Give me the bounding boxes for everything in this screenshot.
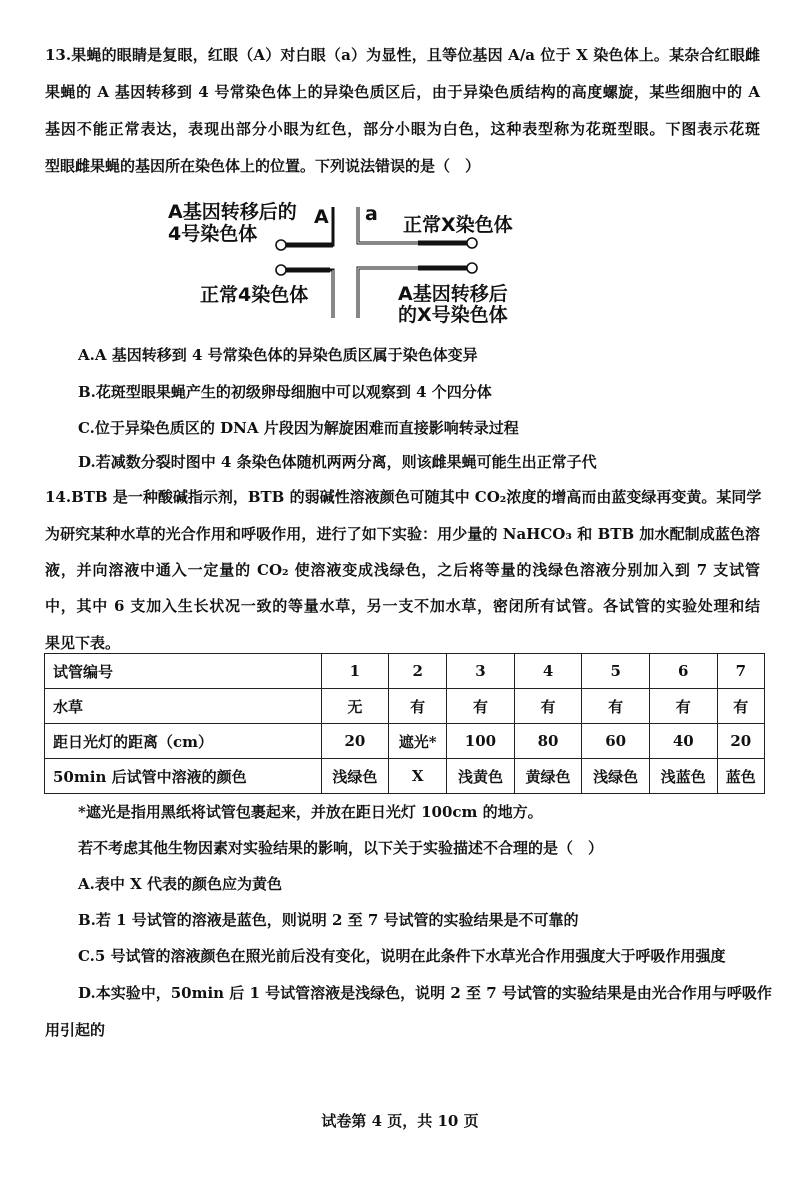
- table-cell: 20: [321, 724, 389, 759]
- table-cell: 4: [514, 654, 582, 689]
- q14-line: 果见下表。: [45, 634, 121, 652]
- table-cell: 浅黄色: [447, 759, 515, 794]
- q14-line: 14.BTB 是一种酸碱指示剂，BTB 的弱碱性溶液颜色可随其中 CO₂浓度的增高而由蓝变绿再变黄。某同学: [45, 488, 762, 506]
- q13-option-c: C.位于异染色质区的 DNA 片段因为解旋困难而直接影响转录过程: [78, 419, 519, 437]
- chromosome-diagram: [150, 190, 550, 340]
- table-cell: 3: [447, 654, 515, 689]
- row-header: 距日光灯的距离（cm）: [45, 724, 322, 759]
- label-normal-4: 正常4染色体: [200, 284, 309, 306]
- table-row: [45, 689, 765, 724]
- q13-line: 型眼雌果蝇的基因所在染色体上的位置。下列说法错误的是（ ）: [45, 157, 481, 175]
- table-footnote: *遮光是指用黑纸将试管包裹起来，并放在距日光灯 100cm 的地方。: [78, 803, 543, 821]
- table-cell: 1: [321, 654, 389, 689]
- q14-option-d: D.本实验中，50min 后 1 号试管溶液是浅绿色，说明 2 至 7 号试管的实验结果是由光合作用与呼吸作: [78, 984, 772, 1002]
- table-cell: 20: [717, 724, 764, 759]
- centromere: [467, 263, 477, 273]
- row-header: 水草: [45, 689, 322, 724]
- table-cell: 2: [389, 654, 447, 689]
- table-row: [45, 759, 765, 794]
- q14-option-a: A.表中 X 代表的颜色应为黄色: [78, 875, 282, 893]
- table-cell: 有: [582, 689, 650, 724]
- table-cell: 蓝色: [717, 759, 764, 794]
- q14-line: 中，其中 6 支加入生长状况一致的等量水草，另一支不加水草，密闭所有试管。各试管的实验处理和结: [45, 597, 760, 615]
- q14-line: 液，并向溶液中通入一定量的 CO₂ 使溶液变成浅绿色，之后将等量的浅绿色溶液分别加入到 7 支试管: [45, 561, 760, 579]
- q14-stem: 若不考虑其他生物因素对实验结果的影响，以下关于实验描述不合理的是（ ）: [78, 839, 604, 857]
- table-cell: 无: [321, 689, 389, 724]
- table-cell: 有: [389, 689, 447, 724]
- q13-line: 13.果蝇的眼睛是复眼，红眼（A）对白眼（a）为显性，且等位基因 A/a 位于 X 染色体上。某杂合红眼雌: [45, 46, 760, 64]
- gene-label-A: A: [314, 206, 329, 228]
- table-cell: 浅绿色: [582, 759, 650, 794]
- q13-option-a: A.A 基因转移到 4 号常染色体的异染色质区属于染色体变异: [78, 346, 478, 364]
- table-cell: 黄绿色: [514, 759, 582, 794]
- row-header: 50min 后试管中溶液的颜色: [45, 759, 322, 794]
- table-cell: 40: [649, 724, 717, 759]
- q13-option-d: D.若减数分裂时图中 4 条染色体随机两两分离，则该雌果蝇可能生出正常子代: [78, 453, 597, 471]
- label-normal-x: 正常X染色体: [403, 214, 513, 236]
- q14-option-c: C.5 号试管的溶液颜色在照光前后没有变化，说明在此条件下水草光合作用强度大于呼吸作用强度: [78, 947, 726, 965]
- table-cell: 有: [717, 689, 764, 724]
- q13-line: 基因不能正常表达，表现出部分小眼为红色，部分小眼为白色，这种表型称为花斑型眼。下图表示花斑: [45, 120, 760, 138]
- table-cell: 7: [717, 654, 764, 689]
- results-table: [44, 653, 765, 794]
- centromere: [467, 238, 477, 248]
- gene-label-a: a: [365, 203, 378, 225]
- label-transferred-x: A基因转移后: [398, 283, 508, 305]
- table-cell: 有: [514, 689, 582, 724]
- table-cell: 浅绿色: [321, 759, 389, 794]
- centromere: [276, 265, 286, 275]
- results-table-body: [45, 654, 765, 794]
- table-cell: 有: [649, 689, 717, 724]
- centromere: [276, 240, 286, 250]
- table-cell: 6: [649, 654, 717, 689]
- table-cell: 有: [447, 689, 515, 724]
- label-transferred-4: 4号染色体: [168, 223, 258, 245]
- q14-option-d-cont: 用引起的: [45, 1021, 106, 1039]
- table-cell: X: [389, 759, 447, 794]
- table-row: [45, 654, 765, 689]
- label-transferred-x: 的X号染色体: [398, 304, 508, 326]
- q13-line: 果蝇的 A 基因转移到 4 号常染色体上的异染色质区后，由于异染色质结构的高度螺旋，某些细胞中的 A: [45, 83, 760, 101]
- label-transferred-4: A基因转移后的: [168, 201, 297, 223]
- row-header: 试管编号: [45, 654, 322, 689]
- table-cell: 5: [582, 654, 650, 689]
- table-cell: 浅蓝色: [649, 759, 717, 794]
- q13-option-b: B.花斑型眼果蝇产生的初级卵母细胞中可以观察到 4 个四分体: [78, 383, 492, 401]
- table-row: [45, 724, 765, 759]
- table-cell: 80: [514, 724, 582, 759]
- table-cell: 遮光*: [389, 724, 447, 759]
- table-cell: 60: [582, 724, 650, 759]
- q14-option-b: B.若 1 号试管的溶液是蓝色，则说明 2 至 7 号试管的实验结果是不可靠的: [78, 911, 579, 929]
- table-cell: 100: [447, 724, 515, 759]
- page-footer: 试卷第 4 页，共 10 页: [321, 1112, 479, 1130]
- q14-line: 为研究某种水草的光合作用和呼吸作用，进行了如下实验：用少量的 NaHCO₃ 和 BTB 加水配制成蓝色溶: [45, 525, 760, 543]
